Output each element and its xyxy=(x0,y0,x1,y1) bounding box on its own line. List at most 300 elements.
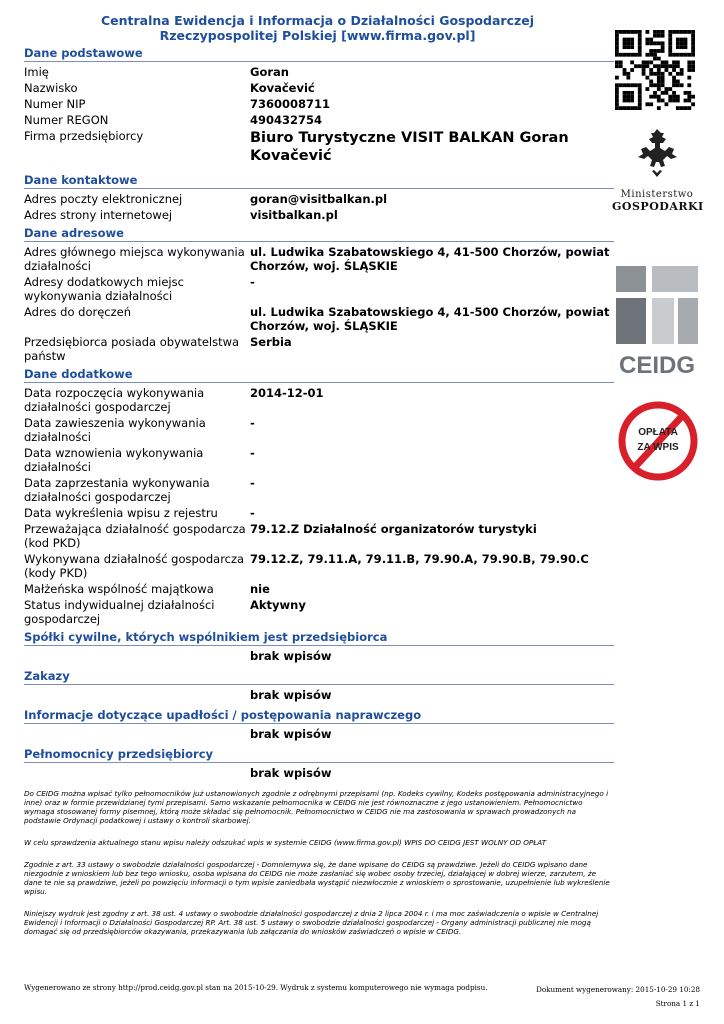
legal-note: Do CEIDG można wpisać tylko pełnomocników już ustanowionych zgodnie z odrębnymi przepisami (np. Kodeks cywilny, Kodeks postępowania administracyjnego i inne) oraz w formie przewidzianej tymi przepisami. Samo wskazanie pełnomocnika w CEIDG nie jest równoznaczne z jego ustanowieniem. Pełnomocnictwo wymaga stosowanej formy pisemnej, którą może składać się pełnomocnik. Pełnomocnictwo w CEIDG nie ma zastosowania w sprawach prowadzonych na podstawie Ordynacji podatkowej i ustawy o kontroli skarbowej. xyxy=(24,789,609,825)
qr-module xyxy=(653,53,657,57)
proxies-value: brak wpisów xyxy=(250,766,332,780)
qr-module xyxy=(615,76,619,80)
row-label: Numer NIP xyxy=(24,97,86,111)
row-label: Imię xyxy=(24,65,49,79)
qr-module xyxy=(680,30,684,34)
ministry-logo xyxy=(612,125,702,213)
qr-module xyxy=(691,53,695,57)
qr-module xyxy=(691,45,695,49)
qr-module xyxy=(634,106,638,110)
qr-module xyxy=(661,80,665,84)
row-deletion-date xyxy=(24,506,614,520)
qr-module xyxy=(691,60,695,64)
qr-module xyxy=(665,64,669,68)
ministry-name xyxy=(612,189,702,213)
row-value: Serbia xyxy=(250,335,292,349)
qr-module xyxy=(676,106,680,110)
section-title-proxies: Pełnomocnicy przedsiębiorcy xyxy=(24,747,614,763)
qr-module xyxy=(668,72,672,76)
qr-module xyxy=(672,80,676,84)
document-header xyxy=(24,13,611,43)
qr-module xyxy=(638,34,642,38)
qr-module xyxy=(649,68,653,72)
qr-module xyxy=(638,83,642,87)
qr-module xyxy=(645,30,649,34)
qr-module xyxy=(676,45,680,49)
qr-module xyxy=(668,99,672,103)
row-label: Numer REGON xyxy=(24,113,109,127)
row-value: Kovačević xyxy=(250,81,315,95)
footer-info xyxy=(536,983,700,1011)
qr-module xyxy=(626,99,630,103)
row-first-name xyxy=(24,65,614,79)
qr-module xyxy=(623,83,627,87)
qr-module xyxy=(638,95,642,99)
qr-code xyxy=(612,30,702,110)
qr-module xyxy=(645,102,649,106)
qr-module xyxy=(638,102,642,106)
qr-module xyxy=(676,30,680,34)
qr-module xyxy=(657,34,661,38)
qr-module xyxy=(661,34,665,38)
qr-module xyxy=(645,38,649,42)
row-delivery-address xyxy=(24,305,614,333)
qr-module xyxy=(626,76,630,80)
row-label: Status indywidualnej działalności gospodarczej xyxy=(24,598,215,626)
ministry-line-2: GOSPODARKI xyxy=(612,200,704,213)
qr-module xyxy=(615,45,619,49)
qr-module xyxy=(626,38,630,42)
qr-module xyxy=(645,64,649,68)
qr-module xyxy=(626,106,630,110)
legal-notes xyxy=(24,789,614,936)
qr-module xyxy=(626,72,630,76)
qr-module xyxy=(653,91,657,95)
qr-module xyxy=(687,76,691,80)
qr-module xyxy=(634,53,638,57)
qr-module xyxy=(672,95,676,99)
qr-module xyxy=(653,95,657,99)
qr-module xyxy=(630,38,634,42)
qr-module xyxy=(672,91,676,95)
row-label: Przeważająca działalność gospodarcza (kod PKD) xyxy=(24,522,246,550)
qr-module xyxy=(653,30,657,34)
header-line-1: Centralna Ewidencja i Informacja o Działalności Gospodarczej xyxy=(100,13,535,28)
qr-module xyxy=(657,41,661,45)
qr-module xyxy=(665,60,669,64)
qr-module xyxy=(676,72,680,76)
qr-module xyxy=(615,83,619,87)
document-body xyxy=(24,46,614,936)
qr-module xyxy=(630,68,634,72)
row-value: - xyxy=(250,446,255,460)
row-marital-property xyxy=(24,582,614,596)
row-citizenship xyxy=(24,335,614,363)
qr-module xyxy=(623,106,627,110)
qr-module xyxy=(638,41,642,45)
qr-module xyxy=(687,64,691,68)
qr-module xyxy=(630,91,634,95)
row-label: Adres do doręczeń xyxy=(24,305,132,319)
qr-module xyxy=(676,64,680,68)
section-title-extra: Dane dodatkowe xyxy=(24,367,614,383)
qr-module xyxy=(684,41,688,45)
qr-module xyxy=(615,99,619,103)
qr-module xyxy=(615,91,619,95)
qr-module xyxy=(676,80,680,84)
qr-module xyxy=(661,49,665,53)
qr-module xyxy=(672,99,676,103)
qr-module xyxy=(672,68,676,72)
qr-module xyxy=(665,91,669,95)
qr-module xyxy=(691,38,695,42)
qr-module xyxy=(642,60,646,64)
row-label: Adres głównego miejsca wykonywania działalności xyxy=(24,245,245,273)
qr-module xyxy=(687,99,691,103)
row-label: Adres poczty elektronicznej xyxy=(24,192,183,206)
section-title-basic: Dane podstawowe xyxy=(24,46,614,62)
qr-module xyxy=(653,57,657,61)
section-title-bans: Zakazy xyxy=(24,669,614,685)
qr-module xyxy=(649,60,653,64)
qr-module xyxy=(615,64,619,68)
qr-module xyxy=(680,38,684,42)
qr-module xyxy=(634,83,638,87)
qr-module xyxy=(623,99,627,103)
qr-module xyxy=(623,41,627,45)
qr-module xyxy=(638,106,642,110)
qr-module xyxy=(638,99,642,103)
ceidg-logo xyxy=(612,266,702,380)
qr-module xyxy=(680,45,684,49)
legal-note: Niniejszy wydruk jest zgodny z art. 38 ust. 4 ustawy o swobodzie działalności gospodarczej z dnia 2 lipca 2004 r. i ma moc zaświadczenia o wpisie w Centralnej Ewidencji i Informacji o Działalności Gospodarczej RP. Art. 38 ust. 5 ustawy o swobodzie działalności gospodarczej - Organy administracji publicznej nie mogą domagać się od przedsiębiorców okazywania, przekazywania lub załączania do wniosków zaświadczeń o wpisie w CEIDG. xyxy=(24,909,599,936)
qr-module xyxy=(661,45,665,49)
qr-module xyxy=(630,53,634,57)
qr-module xyxy=(691,30,695,34)
qr-module xyxy=(657,49,661,53)
row-suspension-date xyxy=(24,416,614,444)
qr-module xyxy=(661,30,665,34)
qr-module xyxy=(638,45,642,49)
row-website xyxy=(24,208,614,222)
qr-code-icon xyxy=(612,30,698,110)
row-value: ul. Ludwika Szabatowskiego 4, 41-500 Chorzów, powiat Chorzów, woj. ŚLĄSKIE xyxy=(250,305,610,333)
row-value: 7360008711 xyxy=(250,97,331,111)
qr-module xyxy=(653,64,657,68)
footer-source: Wygenerowano ze strony http://prod.ceidg.gov.pl stan na 2015-10-29. Wydruk z systemu komputerowego nie wymaga podpisu. xyxy=(24,983,488,992)
row-label: Data rozpoczęcia wykonywania działalności gospodarczej xyxy=(24,386,205,414)
qr-module xyxy=(657,68,661,72)
qr-module xyxy=(680,83,684,87)
qr-module xyxy=(649,53,653,57)
qr-module xyxy=(649,41,653,45)
ceidg-mark-icon xyxy=(612,266,702,346)
qr-module xyxy=(665,68,669,72)
stamp-line-1: OPŁATA xyxy=(638,427,678,438)
qr-module xyxy=(615,95,619,99)
qr-module xyxy=(619,60,623,64)
qr-module xyxy=(661,76,665,80)
row-label: Przedsiębiorca posiada obywatelstwa państw xyxy=(24,335,240,363)
qr-module xyxy=(615,53,619,57)
row-value: - xyxy=(250,506,255,520)
qr-module xyxy=(638,64,642,68)
row-label: Adresy dodatkowych miejsc wykonywania działalności xyxy=(24,275,184,303)
qr-module xyxy=(661,60,665,64)
qr-module xyxy=(657,80,661,84)
qr-module xyxy=(623,38,627,42)
qr-module xyxy=(684,38,688,42)
qr-module xyxy=(649,72,653,76)
qr-module xyxy=(649,83,653,87)
stamp-text xyxy=(612,425,704,455)
qr-module xyxy=(684,99,688,103)
qr-module xyxy=(642,72,646,76)
qr-module xyxy=(668,30,672,34)
qr-module xyxy=(623,53,627,57)
row-label: Data zawieszenia wykonywania działalności xyxy=(24,416,206,444)
qr-module xyxy=(645,41,649,45)
qr-module xyxy=(687,91,691,95)
row-main-pkd xyxy=(24,522,614,550)
qr-module xyxy=(691,64,695,68)
qr-module xyxy=(615,49,619,53)
qr-module xyxy=(630,106,634,110)
qr-module xyxy=(623,68,627,72)
header-line-2: Rzeczypospolitej Polskiej [www.firma.gov.pl] xyxy=(159,28,476,43)
qr-module xyxy=(657,95,661,99)
row-value: visitbalkan.pl xyxy=(250,208,338,222)
row-value: ul. Ludwika Szabatowskiego 4, 41-500 Chorzów, powiat Chorzów, woj. ŚLĄSKIE xyxy=(250,245,610,273)
row-cessation-date xyxy=(24,476,614,504)
qr-module xyxy=(649,95,653,99)
row-label: Nazwisko xyxy=(24,81,78,95)
qr-module xyxy=(630,99,634,103)
qr-module xyxy=(642,68,646,72)
bankruptcy-value: brak wpisów xyxy=(250,727,332,741)
qr-module xyxy=(638,91,642,95)
qr-module xyxy=(691,68,695,72)
ministry-line-1: Ministerstwo xyxy=(620,189,694,200)
qr-module xyxy=(672,60,676,64)
qr-module xyxy=(668,64,672,68)
legal-note: Zgodnie z art. 33 ustawy o swobodzie działalności gospodarczej - Domniemywa się, że dane wpisane do CEIDG są prawdziwe. Jeżeli do CEIDG wpisano dane niezgodnie z wnioskiem lub bez tego wniosku, osoba wpisana do CEIDG nie może zasłaniać się wobec osoby trzeciej, działającej w dobrej wierze, zarzutem, że dane te nie są prawdziwe, jeżeli po powzięciu informacji o tym wpisie zaniedbała wystąpić niezwłocznie z wnioskiem o sprostowanie, uzupełnienie lub wykreślenie wpisu. xyxy=(24,860,610,896)
qr-module xyxy=(626,45,630,49)
qr-module xyxy=(653,72,657,76)
row-value: - xyxy=(250,476,255,490)
row-start-date xyxy=(24,386,614,414)
ceidg-wordmark: CEIDG xyxy=(618,352,695,379)
section-title-partnerships: Spółki cywilne, których wspólnikiem jest przedsiębiorca xyxy=(24,630,614,646)
row-value: 79.12.Z Działalność organizatorów turystyki xyxy=(250,522,537,536)
row-label: Adres strony internetowej xyxy=(24,208,173,222)
qr-module xyxy=(623,91,627,95)
qr-module xyxy=(623,45,627,49)
qr-module xyxy=(645,60,649,64)
qr-module xyxy=(691,34,695,38)
qr-module xyxy=(687,68,691,72)
qr-module xyxy=(638,30,642,34)
qr-module xyxy=(615,34,619,38)
qr-module xyxy=(661,72,665,76)
qr-module xyxy=(684,91,688,95)
qr-module xyxy=(691,102,695,106)
footer-generated: Dokument wygenerowany: 2015-10-29 10:28 xyxy=(536,985,700,994)
no-fee-stamp xyxy=(612,398,702,484)
row-label: Data zaprzestania wykonywania działalności gospodarczej xyxy=(24,476,210,504)
row-value: Goran xyxy=(250,65,289,79)
qr-module xyxy=(687,83,691,87)
qr-module xyxy=(661,83,665,87)
qr-module xyxy=(649,102,653,106)
qr-module xyxy=(680,106,684,110)
qr-module xyxy=(626,95,630,99)
qr-module xyxy=(672,30,676,34)
qr-module xyxy=(634,64,638,68)
qr-module xyxy=(615,30,619,34)
qr-module xyxy=(619,106,623,110)
qr-module xyxy=(638,53,642,57)
qr-module xyxy=(638,49,642,53)
qr-module xyxy=(642,64,646,68)
row-value: - xyxy=(250,416,255,430)
qr-module xyxy=(630,45,634,49)
qr-module xyxy=(668,53,672,57)
qr-module xyxy=(619,64,623,68)
qr-module xyxy=(638,87,642,91)
qr-module xyxy=(623,95,627,99)
row-regon xyxy=(24,113,614,127)
qr-module xyxy=(676,38,680,42)
qr-module xyxy=(668,34,672,38)
qr-module xyxy=(668,38,672,42)
row-value: Biuro Turystyczne VISIT BALKAN Goran Kovačević xyxy=(250,130,569,164)
qr-module xyxy=(680,53,684,57)
qr-module xyxy=(626,41,630,45)
qr-module xyxy=(676,60,680,64)
qr-module xyxy=(687,60,691,64)
qr-module xyxy=(657,64,661,68)
qr-module xyxy=(634,30,638,34)
qr-module xyxy=(645,76,649,80)
row-additional-addresses xyxy=(24,275,614,303)
qr-module xyxy=(626,30,630,34)
qr-module xyxy=(680,72,684,76)
qr-module xyxy=(676,53,680,57)
qr-module xyxy=(665,87,669,91)
qr-module xyxy=(649,80,653,84)
qr-module xyxy=(653,83,657,87)
qr-module xyxy=(653,34,657,38)
qr-module xyxy=(615,102,619,106)
qr-module xyxy=(649,38,653,42)
qr-module xyxy=(680,41,684,45)
qr-module xyxy=(661,64,665,68)
row-nip xyxy=(24,97,614,111)
qr-module xyxy=(615,106,619,110)
bans-value: brak wpisów xyxy=(250,688,332,702)
legal-note: W celu sprawdzenia aktualnego stanu wpisu należy odszukać wpis w systemie CEIDG (www.firma.gov.pl) WPIS DO CEIDG JEST WOLNY OD OPŁAT xyxy=(24,838,547,847)
footer-page-number: Strona 1 z 1 xyxy=(655,999,700,1008)
qr-module xyxy=(687,30,691,34)
qr-module xyxy=(657,106,661,110)
row-value: 79.12.Z, 79.11.A, 79.11.B, 79.90.A, 79.90.B, 79.90.C xyxy=(250,552,589,566)
qr-module xyxy=(645,53,649,57)
qr-module xyxy=(661,99,665,103)
qr-module xyxy=(657,72,661,76)
qr-module xyxy=(684,45,688,49)
qr-module xyxy=(668,95,672,99)
qr-module xyxy=(623,72,627,76)
qr-module xyxy=(645,87,649,91)
qr-module xyxy=(657,76,661,80)
row-value: - xyxy=(250,275,255,289)
section-title-bankruptcy: Informacje dotyczące upadłości / postępowania naprawczego xyxy=(24,708,614,724)
qr-module xyxy=(653,49,657,53)
row-last-name xyxy=(24,81,614,95)
qr-module xyxy=(626,91,630,95)
qr-module xyxy=(691,41,695,45)
qr-module xyxy=(665,102,669,106)
qr-module xyxy=(661,91,665,95)
qr-module xyxy=(630,83,634,87)
qr-module xyxy=(672,83,676,87)
section-title-address: Dane adresowe xyxy=(24,226,614,242)
qr-module xyxy=(676,41,680,45)
row-label: Data wykreślenia wpisu z rejestru xyxy=(24,506,218,520)
qr-module xyxy=(630,41,634,45)
row-value: 2014-12-01 xyxy=(250,386,324,400)
qr-module xyxy=(623,30,627,34)
row-label: Małżeńska wspólność majątkowa xyxy=(24,582,214,596)
qr-module xyxy=(638,38,642,42)
row-label: Firma przedsiębiorcy xyxy=(24,129,144,143)
qr-module xyxy=(668,41,672,45)
row-value: Aktywny xyxy=(250,598,306,612)
qr-module xyxy=(615,87,619,91)
qr-module xyxy=(657,99,661,103)
row-status xyxy=(24,598,614,626)
qr-module xyxy=(661,41,665,45)
qr-module xyxy=(615,60,619,64)
qr-module xyxy=(657,57,661,61)
row-value: nie xyxy=(250,582,270,596)
row-label: Data wznowienia wykonywania działalności xyxy=(24,446,204,474)
row-email xyxy=(24,192,614,206)
qr-module xyxy=(684,30,688,34)
qr-module xyxy=(630,60,634,64)
qr-module xyxy=(672,64,676,68)
qr-module xyxy=(615,38,619,42)
partnerships-value: brak wpisów xyxy=(250,649,332,663)
eagle-emblem-icon xyxy=(612,125,702,183)
row-label: Wykonywana działalność gospodarcza (kody PKD) xyxy=(24,552,245,580)
qr-module xyxy=(691,49,695,53)
qr-module xyxy=(626,83,630,87)
qr-module xyxy=(615,41,619,45)
qr-module xyxy=(687,106,691,110)
qr-module xyxy=(619,30,623,34)
qr-module xyxy=(668,49,672,53)
qr-module xyxy=(676,99,680,103)
row-resumption-date xyxy=(24,446,614,474)
qr-module xyxy=(680,68,684,72)
qr-module xyxy=(657,83,661,87)
row-company-name xyxy=(24,129,614,165)
qr-module xyxy=(687,53,691,57)
qr-module xyxy=(657,87,661,91)
qr-module xyxy=(657,30,661,34)
